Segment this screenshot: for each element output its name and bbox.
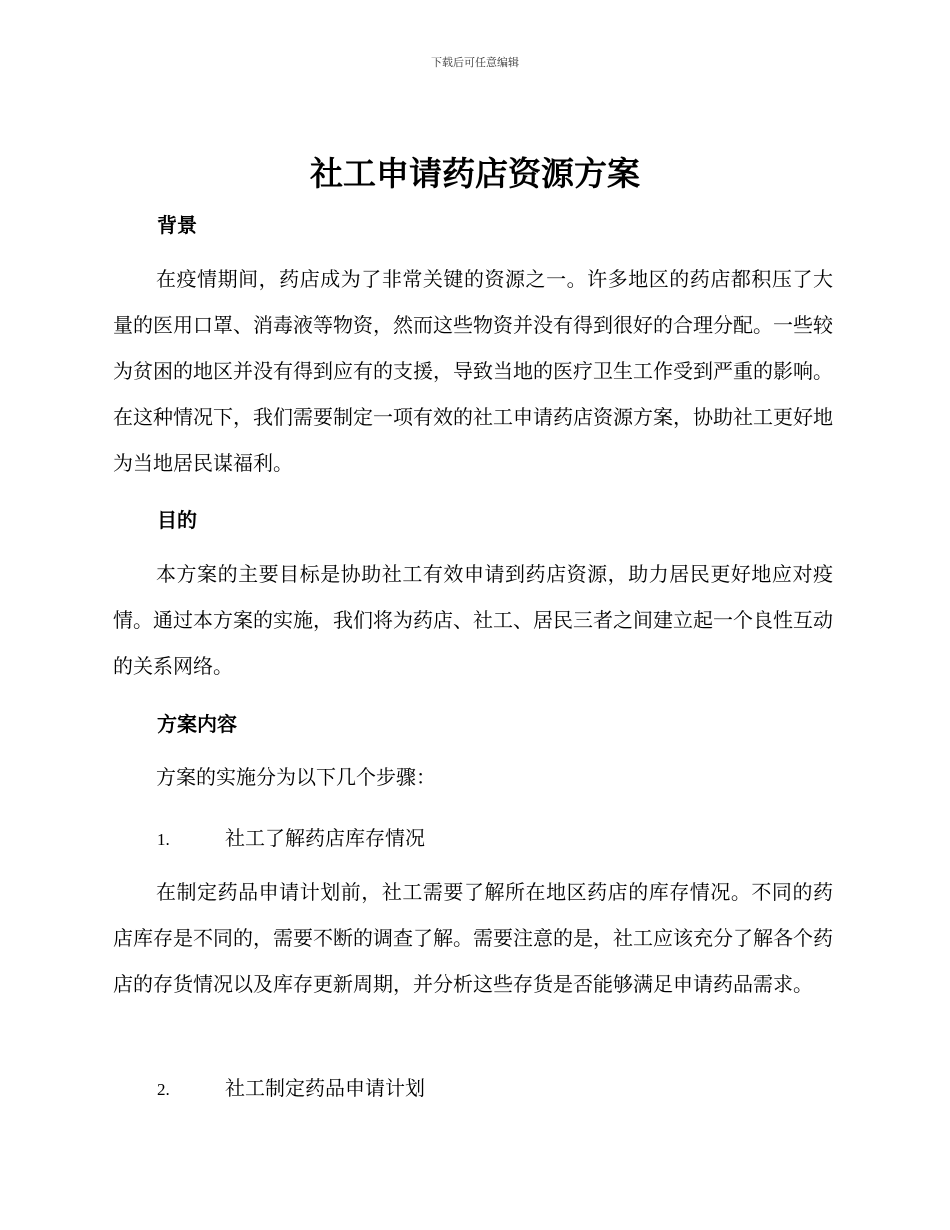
paragraph-background: 在疫情期间，药店成为了非常关键的资源之一。许多地区的药店都积压了大量的医用口罩、消毒液等物资，然而这些物资并没有得到很好的合理分配。一些较为贫困的地区并没有得到应有的支援，导致当地的医疗卫生工作受到严重的影响。在这种情况下，我们需要制定一项有效的社工申请药店资源方案，协助社工更好地为当地居民谋福利。	[113, 267, 833, 475]
document-title: 社工申请药店资源方案	[310, 154, 640, 193]
list-number: 2.	[157, 1080, 170, 1099]
heading-background: 背景	[157, 213, 197, 237]
paragraph-step-1: 在制定药品申请计划前，社工需要了解所在地区药店的库存情况。不同的药店库存是不同的，需要不断的调查了解。需要注意的是，社工应该充分了解各个药店的存货情况以及库存更新周期，并分析这些存货是否能够满足申请药品需求。	[113, 880, 833, 996]
list-item-step-1	[157, 822, 425, 851]
list-label: 社工了解药店库存情况	[225, 826, 425, 850]
list-number: 1.	[157, 830, 170, 849]
heading-content: 方案内容	[157, 712, 237, 736]
heading-purpose: 目的	[157, 508, 197, 532]
paragraph-purpose: 本方案的主要目标是协助社工有效申请到药店资源，助力居民更好地应对疫情。通过本方案的实施，我们将为药店、社工、居民三者之间建立起一个良性互动的关系网络。	[113, 562, 833, 678]
list-label: 社工制定药品申请计划	[225, 1076, 425, 1100]
list-item-step-2	[157, 1072, 425, 1101]
paragraph-content-intro: 方案的实施分为以下几个步骤：	[156, 765, 436, 789]
page-header-note: 下载后可任意编辑	[431, 56, 519, 69]
